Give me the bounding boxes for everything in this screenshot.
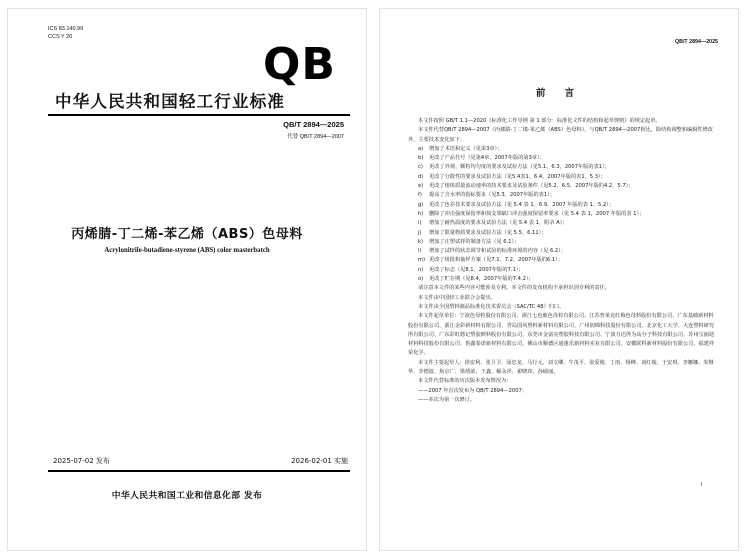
change-item-text: 增加了术语和定义（见第3章）；	[429, 145, 503, 152]
change-item-text: 删除了冲击强度保留率和简支梁缺口冲击强度保留率要求（见 5.4 表 1，2007 年版的表 1）；	[429, 210, 645, 217]
change-item	[408, 191, 718, 200]
change-item	[408, 238, 718, 247]
change-item-label: k)	[418, 238, 424, 245]
change-item	[408, 201, 718, 210]
change-item-text: 更改了贮存期（见8.4，2007年版的7.4.2）；	[429, 276, 534, 283]
header-standard-number: QB/T 2894—2025	[675, 39, 718, 45]
intro-paragraph: 本文件按照 GB/T 1.1—2020《标准化工作导则 第 1 部分：标准化文件的结构和起草规则》的规定起草。	[418, 118, 661, 124]
change-item	[408, 219, 718, 228]
drafters: 本文件主要起草人：徐安利、张卫卫、汤忠龙、马行元、刘文卿、牛茂平、张爱俊、丁雨、杨峰、刘红俊、于安琪、李娜娜、朱继华、李德波、焦京广、梁靖浓、王鑫、解永祥、翟晓玮、孙硕丽。	[408, 359, 714, 376]
change-item	[408, 229, 718, 238]
change-item-label: e)	[418, 183, 424, 190]
history-item: ——2007 年首次发布为 QB/T 2894—2007；	[418, 387, 527, 394]
change-item-label: a)	[418, 145, 424, 152]
classification-codes	[48, 25, 83, 41]
change-item-label: c)	[418, 164, 423, 171]
change-item	[408, 210, 718, 219]
change-item-text: 增加了限量物质要求及试验方法（见 5.5、6.11）；	[429, 229, 547, 236]
history-item: ——本次为第一次修订。	[418, 396, 476, 403]
intro-paragraph: 本文件代替QB/T 2894—2007《丙烯腈-丁二烯-苯乙烯（ABS）色母料》，与QB/T 2894—2007相比，除结构调整和编辑性修改外，主要技术变化如下：	[408, 127, 713, 143]
proposed-by: 本文件由中国轻工业联合会提出。	[418, 294, 496, 301]
change-item-label: d)	[418, 173, 424, 180]
change-item	[408, 163, 718, 172]
change-item-label: m)	[418, 257, 426, 264]
change-item	[408, 182, 718, 191]
change-item-label: b)	[418, 155, 424, 162]
publisher: 中华人民共和国工业和信息化部 发布	[111, 491, 263, 501]
change-item-label: j)	[418, 229, 422, 236]
category-title: 中华人民共和国轻工行业标准	[55, 92, 286, 111]
standard-number: QB/T 2894—2025	[283, 120, 344, 129]
change-item-label: h)	[418, 210, 424, 217]
change-item-label: o)	[418, 276, 424, 283]
change-item	[408, 266, 718, 275]
change-item	[408, 154, 718, 163]
change-item-label: g)	[418, 201, 424, 208]
change-item-label: i)	[418, 220, 422, 227]
change-item-text: 更改了标志（见8.1，2007年版的7.1）；	[429, 266, 524, 273]
change-item-text: 更改了组批和抽样方案（见7.1、7.2，2007年版的6.1）；	[429, 257, 563, 264]
change-item-label: l)	[418, 248, 422, 255]
change-item-label: n)	[418, 266, 424, 273]
changes-list	[408, 145, 718, 284]
change-item	[408, 173, 718, 182]
change-item	[408, 247, 718, 256]
managed-by: 本文件由全国塑料制品标准化技术委员会（SAC/TC 48）归口。	[418, 303, 565, 310]
change-item-text: 更改了色差技术要求及试验方法（见 5.4 表 1、6.9，2007 年版的表 1、5.2）；	[429, 201, 615, 208]
top-divider	[48, 114, 350, 116]
foreword-page	[379, 8, 739, 551]
change-item-text: 增加了耐热温度的要求及试验方法（见 5.4 表 1，附录 A）；	[429, 220, 568, 227]
qb-logo: QB	[263, 39, 336, 90]
change-item	[408, 256, 718, 265]
page-number: I	[700, 482, 702, 488]
change-item	[408, 275, 718, 284]
change-item-text: 增加了试样的状态调节和试验的标准环境的内容（见 6.2）；	[429, 248, 566, 255]
document-title-en: Acrylonitrile-butadiene-styrene (ABS) color masterbatch	[104, 247, 270, 254]
change-item-text: 更改了熔体质量流动速率的技术要求及试验条件（见5.2、6.5，2007年版的4.2、5.7）；	[429, 183, 634, 190]
ics-code: ICS 83.140.99	[48, 26, 84, 32]
change-item-text: 更改了分散性的要求及试验方法（见5.4表1、6.4，2007年版的表1、5.3）；	[429, 173, 606, 180]
replaces-standard: 代替 QB/T 2894—2007	[287, 134, 344, 140]
change-item	[408, 145, 718, 154]
issue-date: 2025-07-02 发布	[53, 457, 110, 465]
bottom-divider	[48, 470, 350, 472]
drafting-units: 本文件起草单位：宁波色母粒股份有限公司、浙江七色鹿色母粒有限公司、江苏普莱克红梅色母料股份有限公司、广东基础新材料股份有限公司、浙江金彩新材料有限公司、青岛国风塑料新材料有限公司、广州润锦科技股份有限公司、北京化工大学、大连塑料研究所有限公司、广东彩虹德记塑胶颜料股份有限公司、东莞市金富亮塑胶科技有限公司、宁波力达得为高分子科技有限公司、苏州宝丽迪材料科技股份有限公司、鲁鑫泰诺新材料有限公司、佛山市顺德区通蓬乐新材料实业有限公司、安徽联科新材料股份有限公司、福建祥荣化学。	[408, 313, 715, 357]
foreword-body	[408, 117, 718, 405]
change-item-label: f)	[418, 192, 422, 199]
ccs-code: CCS Y 20	[48, 34, 73, 40]
change-item-text: 增加了注塑试样的制备方法（见 6.1）；	[429, 238, 520, 245]
cover-page	[7, 8, 367, 551]
patent-notice: 请注意本文件的某些内容可能涉及专利。本文件的发布机构不承担识别专利的责任。	[418, 285, 610, 292]
document-title-cn: 丙烯腈-丁二烯-苯乙烯（ABS）色母料	[71, 227, 303, 242]
implement-date: 2026-02-01 实施	[291, 457, 348, 465]
history-list	[408, 387, 718, 406]
change-item-text: 更改了产品代号（见第4章，2007年版的第3章）；	[429, 155, 545, 162]
change-item-text: 更改了外观、颗粒均匀度的要求及试验方法（见5.1、6.3，2007年版的表1）；	[429, 164, 610, 171]
foreword-title: 前 言	[535, 88, 583, 99]
history-intro: 本文件代替标准的历次版本发布情况为：	[418, 378, 512, 385]
change-item-text: 提高了含水率的指标要求（见5.3，2007年版的表1）；	[429, 192, 555, 199]
